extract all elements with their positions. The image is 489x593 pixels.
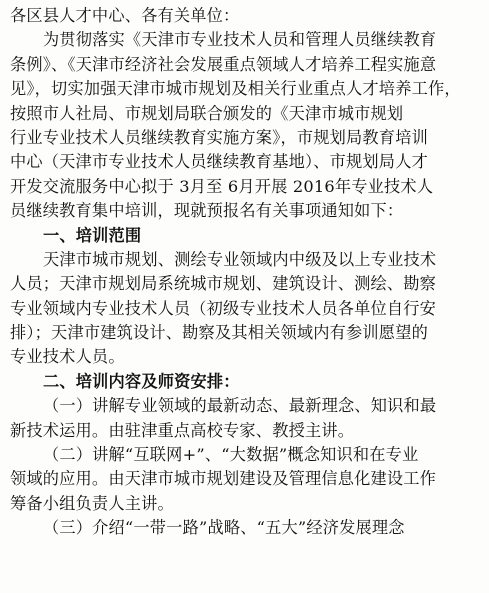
- text-line: 员继续教育集中培训，现就预报名有关事项通知如下：: [10, 201, 404, 221]
- text-line: 各区县人才中心、各有关单位：: [10, 6, 240, 25]
- text-line: （二）讲解“互联网+”、“大数据”概念知识和在专业: [43, 445, 419, 465]
- text-line: 天津市城市规划、测绘专业领域内中级及以上专业技术: [43, 249, 437, 269]
- text-line: 行业专业技术人员继续教育实施方案》，市规划局教育培训: [10, 127, 428, 147]
- text-line: 为贯彻落实《天津市专业技术人员和管理人员继续教育: [43, 30, 437, 50]
- text-line: 人员；天津市规划局系统城市规划、建筑设计、测绘、勘察: [10, 274, 437, 294]
- text-line: （一）讲解专业领域的最新动态、最新理念、知识和最: [43, 396, 437, 416]
- text-line: 排）；天津市建筑设计、勘察及其相关领域内有参训愿望的: [10, 323, 428, 343]
- text-line: 见》，切实加强天津市城市规划及相关行业重点人才培养工作，: [10, 79, 461, 99]
- section-heading: 一、培训范围: [43, 225, 142, 245]
- section-heading: 二、培训内容及师资安排：: [43, 371, 240, 391]
- text-line: 专业技术人员。: [10, 347, 125, 367]
- text-line: （三）介绍“一带一路”战略、“五大”经济发展理念: [43, 518, 405, 538]
- text-line: 中心（天津市专业技术人员继续教育基地）、市规划局人才: [10, 152, 428, 172]
- document-body: [10, 4, 479, 541]
- text-line: 按照市人社局、市规划局联合颁发的《天津市城市规划: [10, 103, 404, 123]
- text-line: 专业领域内专业技术人员（初级专业技术人员各单位自行安: [10, 298, 437, 318]
- text-line: 开发交流服务中心拟于 3月至 6月开展 2016年专业技术人: [10, 176, 434, 196]
- text-line: 条例》、《天津市经济社会发展重点领域人才培养工程实施意: [10, 54, 437, 74]
- text-line: 新技术运用。由驻津重点高校专家、教授主讲。: [10, 420, 355, 440]
- text-line: 领域的应用。由天津市城市规划建设及管理信息化建设工作: [10, 469, 437, 489]
- text-line: 筹备小组负责人主讲。: [10, 493, 174, 513]
